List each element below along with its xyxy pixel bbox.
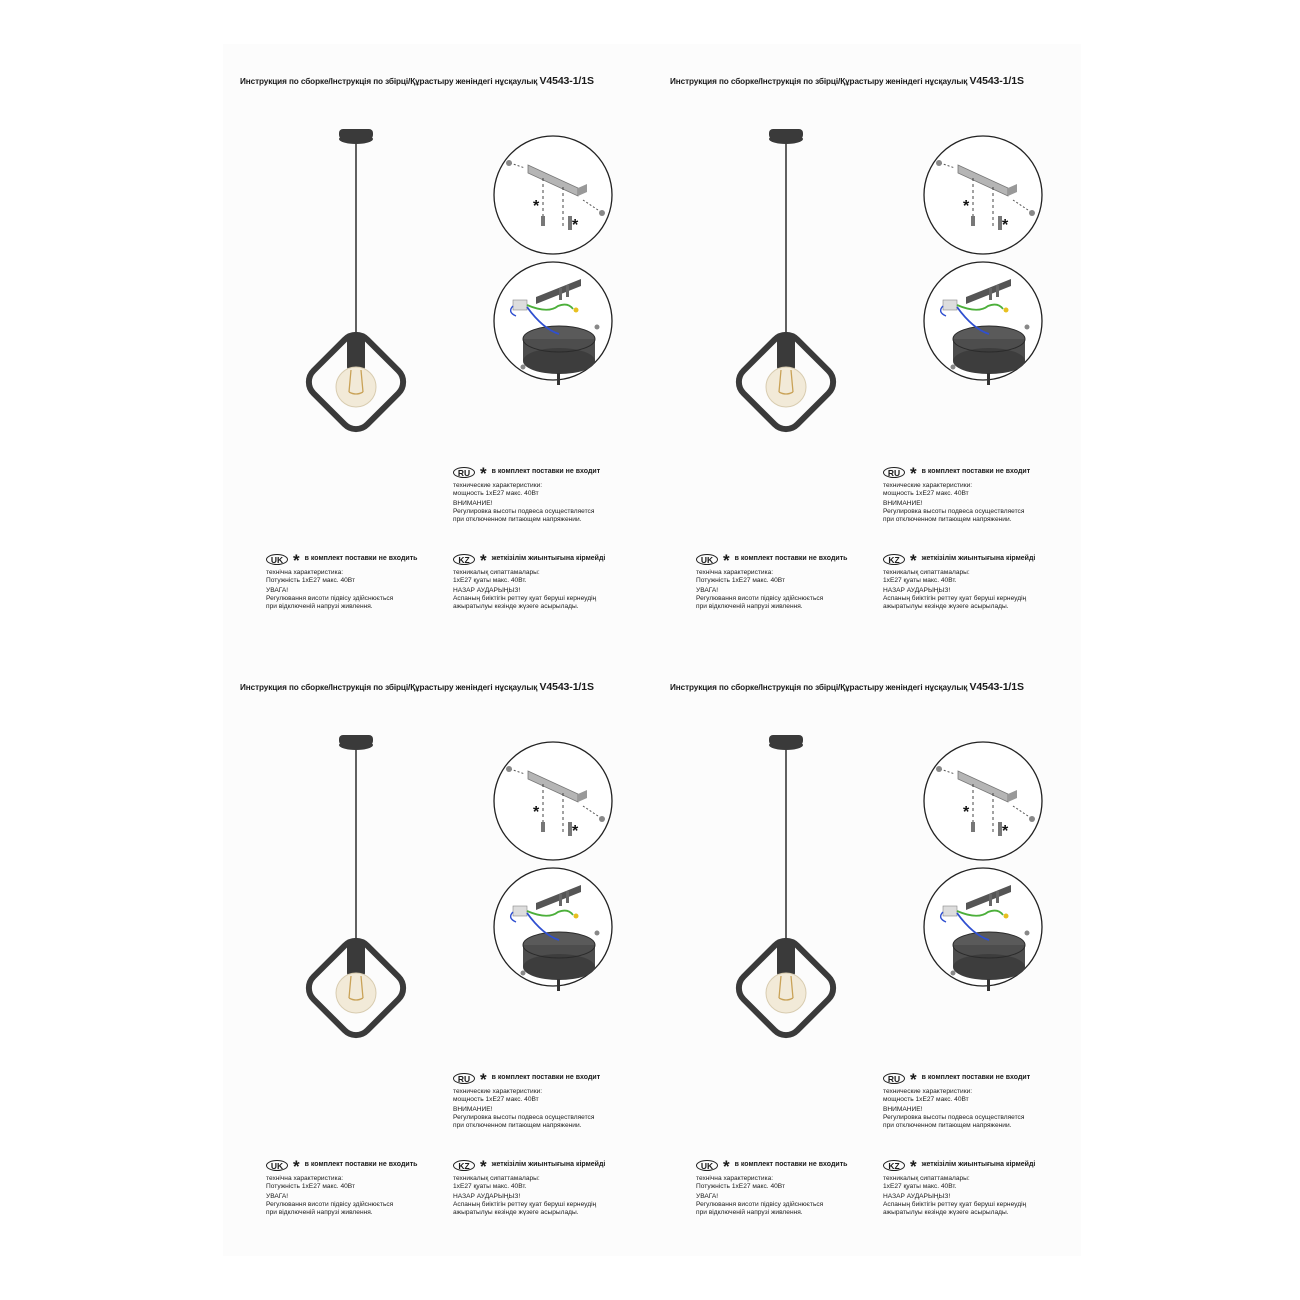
kz-spec-heading: техникалық сипаттамалары: <box>883 1175 970 1182</box>
uk-warning-line: Регулювання висоти підвісу здійснюється <box>696 595 824 603</box>
kz-flag-badge: KZ <box>883 1160 905 1171</box>
model-number: V4543-1/1S <box>969 75 1024 87</box>
ru-spec: мощность 1хЕ27 макс. 40Вт <box>453 489 539 497</box>
pendant-lamp-illustration <box>223 44 653 484</box>
asterisk-icon: * <box>910 464 917 483</box>
ru-flag-badge: RU <box>453 1073 475 1084</box>
uk-warning-line: при відключеній напрузі живлення. <box>266 1208 373 1216</box>
uk-warning-line: Регулювання висоти підвісу здійснюється <box>266 595 394 603</box>
title-text: Инструкция по сборке/Інструкція по збірці/Құрастыру женіндегі нұсқаулық <box>240 77 538 86</box>
ceiling-bracket-diagram <box>924 136 1042 254</box>
kz-section <box>453 1158 605 1217</box>
ru-warning-heading: ВНИМАНИЕ! <box>883 500 923 508</box>
ru-note: в комплект поставки не входит <box>491 1074 601 1082</box>
kz-warning-line: ажыратылуы кезінде жүзеге асырылады. <box>453 1208 579 1216</box>
wiring-diagram <box>494 868 612 991</box>
kz-note: жеткізілім жиынтығына кірмейді <box>921 555 1036 563</box>
model-number: V4543-1/1S <box>539 75 594 87</box>
kz-flag-badge: KZ <box>453 554 475 565</box>
uk-spec: Потужність 1хЕ27 макс. 40Вт <box>266 576 356 584</box>
uk-flag-badge: UK <box>696 554 718 565</box>
asterisk-icon: * <box>293 551 300 570</box>
ru-spec: мощность 1хЕ27 макс. 40Вт <box>883 489 969 497</box>
uk-warning-line: при відключеній напрузі живлення. <box>696 1208 803 1216</box>
model-number: V4543-1/1S <box>969 681 1024 693</box>
ru-spec: мощность 1хЕ27 макс. 40Вт <box>883 1095 969 1103</box>
uk-spec: Потужність 1хЕ27 макс. 40Вт <box>266 1182 356 1190</box>
kz-warning-heading: НАЗАР АУДАРЫҢЫЗ! <box>453 587 521 595</box>
ru-spec-heading: технические характеристики: <box>453 1088 543 1095</box>
asterisk-icon: * <box>480 464 487 483</box>
kz-spec-heading: техникалық сипаттамалары: <box>453 1175 540 1182</box>
asterisk-icon: * <box>293 1157 300 1176</box>
kz-flag-badge: KZ <box>453 1160 475 1171</box>
title-text: Инструкция по сборке/Інструкція по збірці/Құрастыру женіндегі нұсқаулық <box>240 683 538 692</box>
ru-note: в комплект поставки не входит <box>921 468 1031 476</box>
uk-section <box>266 552 417 611</box>
ru-section <box>883 1071 1030 1130</box>
lamp <box>732 129 839 436</box>
uk-warning-line: при відключеній напрузі живлення. <box>696 602 803 610</box>
asterisk-icon: * <box>723 1157 730 1176</box>
model-number: V4543-1/1S <box>539 681 594 693</box>
ru-warning-heading: ВНИМАНИЕ! <box>453 500 493 508</box>
ru-warning-heading: ВНИМАНИЕ! <box>453 1106 493 1114</box>
instruction-sheet <box>223 44 1081 1256</box>
ru-section <box>453 465 600 524</box>
uk-section <box>696 552 847 611</box>
uk-flag-badge: UK <box>266 1160 288 1171</box>
uk-flag-badge: UK <box>696 1160 718 1171</box>
kz-warning-heading: НАЗАР АУДАРЫҢЫЗ! <box>883 1193 951 1201</box>
uk-flag-badge: UK <box>266 554 288 565</box>
svg-text:*: * <box>572 823 579 840</box>
asterisk-icon: * <box>910 1157 917 1176</box>
svg-text:*: * <box>963 804 970 821</box>
kz-section <box>453 552 605 611</box>
uk-spec-heading: технічна характеристика: <box>266 569 344 576</box>
pendant-lamp-illustration <box>653 650 1083 1090</box>
ru-section <box>883 465 1030 524</box>
ceiling-bracket-diagram <box>924 742 1042 860</box>
asterisk-icon: * <box>480 551 487 570</box>
lamp <box>732 735 839 1042</box>
asterisk-icon: * <box>910 1070 917 1089</box>
ceiling-bracket-diagram <box>494 136 612 254</box>
uk-note: в комплект поставки не входить <box>304 1161 418 1169</box>
kz-warning-line: ажыратылуы кезінде жүзеге асырылады. <box>883 1208 1009 1216</box>
kz-warning-line: Аспаның биіктігін реттеу қуат беруші кернеудің <box>453 595 597 603</box>
uk-warning-line: Регулювання висоти підвісу здійснюється <box>696 1201 824 1209</box>
instruction-panel <box>223 650 653 1256</box>
uk-warning-heading: УВАГА! <box>266 1193 289 1201</box>
title-text: Инструкция по сборке/Інструкція по збірці/Құрастыру женіндегі нұсқаулық <box>670 77 968 86</box>
svg-text:*: * <box>1002 823 1009 840</box>
kz-spec: 1хЕ27 қуаты макс. 40Вт. <box>883 576 957 584</box>
kz-warning-line: Аспаның биіктігін реттеу қуат беруші кернеудің <box>883 595 1027 603</box>
kz-warning-heading: НАЗАР АУДАРЫҢЫЗ! <box>453 1193 521 1201</box>
kz-warning-line: ажыратылуы кезінде жүзеге асырылады. <box>883 602 1009 610</box>
uk-note: в комплект поставки не входить <box>734 555 848 563</box>
ru-section <box>453 1071 600 1130</box>
kz-warning-line: Аспаның биіктігін реттеу қуат беруші кернеудің <box>883 1201 1027 1209</box>
kz-spec: 1хЕ27 қуаты макс. 40Вт. <box>883 1182 957 1190</box>
ru-spec: мощность 1хЕ27 макс. 40Вт <box>453 1095 539 1103</box>
asterisk-icon: * <box>480 1070 487 1089</box>
ru-spec-heading: технические характеристики: <box>883 482 973 489</box>
uk-section <box>266 1158 417 1217</box>
lamp <box>302 735 409 1042</box>
uk-warning-line: Регулювання висоти підвісу здійснюється <box>266 1201 394 1209</box>
pendant-lamp-illustration <box>223 650 653 1090</box>
wiring-diagram <box>924 262 1042 385</box>
uk-warning-line: при відключеній напрузі живлення. <box>266 602 373 610</box>
pendant-lamp-illustration <box>653 44 1083 484</box>
uk-warning-heading: УВАГА! <box>696 587 719 595</box>
ru-warning-line: Регулировка высоты подвеса осуществляется <box>883 1114 1025 1122</box>
kz-note: жеткізілім жиынтығына кірмейді <box>491 555 606 563</box>
uk-spec-heading: технічна характеристика: <box>696 569 774 576</box>
ru-warning-line: Регулировка высоты подвеса осуществляется <box>883 508 1025 516</box>
ru-warning-line: при отключенном питающем напряжении. <box>883 1121 1012 1129</box>
ru-warning-line: Регулировка высоты подвеса осуществляется <box>453 1114 595 1122</box>
title-text: Инструкция по сборке/Інструкція по збірці/Құрастыру женіндегі нұсқаулық <box>670 683 968 692</box>
svg-text:*: * <box>533 804 540 821</box>
svg-text:*: * <box>572 217 579 234</box>
ru-note: в комплект поставки не входит <box>921 1074 1031 1082</box>
instruction-panel <box>653 44 1083 650</box>
kz-warning-heading: НАЗАР АУДАРЫҢЫЗ! <box>883 587 951 595</box>
asterisk-icon: * <box>910 551 917 570</box>
kz-spec-heading: техникалық сипаттамалары: <box>883 569 970 576</box>
ru-flag-badge: RU <box>883 467 905 478</box>
kz-warning-line: ажыратылуы кезінде жүзеге асырылады. <box>453 602 579 610</box>
kz-spec-heading: техникалық сипаттамалары: <box>453 569 540 576</box>
instruction-panel <box>223 44 653 650</box>
kz-spec: 1хЕ27 қуаты макс. 40Вт. <box>453 1182 527 1190</box>
kz-note: жеткізілім жиынтығына кірмейді <box>491 1161 606 1169</box>
uk-spec-heading: технічна характеристика: <box>696 1175 774 1182</box>
asterisk-icon: * <box>480 1157 487 1176</box>
kz-spec: 1хЕ27 қуаты макс. 40Вт. <box>453 576 527 584</box>
ru-spec-heading: технические характеристики: <box>883 1088 973 1095</box>
instruction-panel <box>653 650 1083 1256</box>
wiring-diagram <box>494 262 612 385</box>
uk-section <box>696 1158 847 1217</box>
ru-flag-badge: RU <box>453 467 475 478</box>
kz-section <box>883 552 1035 611</box>
kz-note: жеткізілім жиынтығына кірмейді <box>921 1161 1036 1169</box>
uk-note: в комплект поставки не входить <box>734 1161 848 1169</box>
uk-spec: Потужність 1хЕ27 макс. 40Вт <box>696 1182 786 1190</box>
uk-spec: Потужність 1хЕ27 макс. 40Вт <box>696 576 786 584</box>
ru-warning-line: при отключенном питающем напряжении. <box>453 515 582 523</box>
svg-text:*: * <box>533 198 540 215</box>
lamp <box>302 129 409 436</box>
ru-spec-heading: технические характеристики: <box>453 482 543 489</box>
ru-warning-line: Регулировка высоты подвеса осуществляется <box>453 508 595 516</box>
kz-section <box>883 1158 1035 1217</box>
uk-note: в комплект поставки не входить <box>304 555 418 563</box>
ru-warning-heading: ВНИМАНИЕ! <box>883 1106 923 1114</box>
kz-warning-line: Аспаның биіктігін реттеу қуат беруші кернеудің <box>453 1201 597 1209</box>
uk-spec-heading: технічна характеристика: <box>266 1175 344 1182</box>
svg-text:*: * <box>963 198 970 215</box>
svg-text:*: * <box>1002 217 1009 234</box>
uk-warning-heading: УВАГА! <box>266 587 289 595</box>
ru-flag-badge: RU <box>883 1073 905 1084</box>
ru-warning-line: при отключенном питающем напряжении. <box>883 515 1012 523</box>
asterisk-icon: * <box>723 551 730 570</box>
kz-flag-badge: KZ <box>883 554 905 565</box>
ru-warning-line: при отключенном питающем напряжении. <box>453 1121 582 1129</box>
wiring-diagram <box>924 868 1042 991</box>
ru-note: в комплект поставки не входит <box>491 468 601 476</box>
uk-warning-heading: УВАГА! <box>696 1193 719 1201</box>
ceiling-bracket-diagram <box>494 742 612 860</box>
